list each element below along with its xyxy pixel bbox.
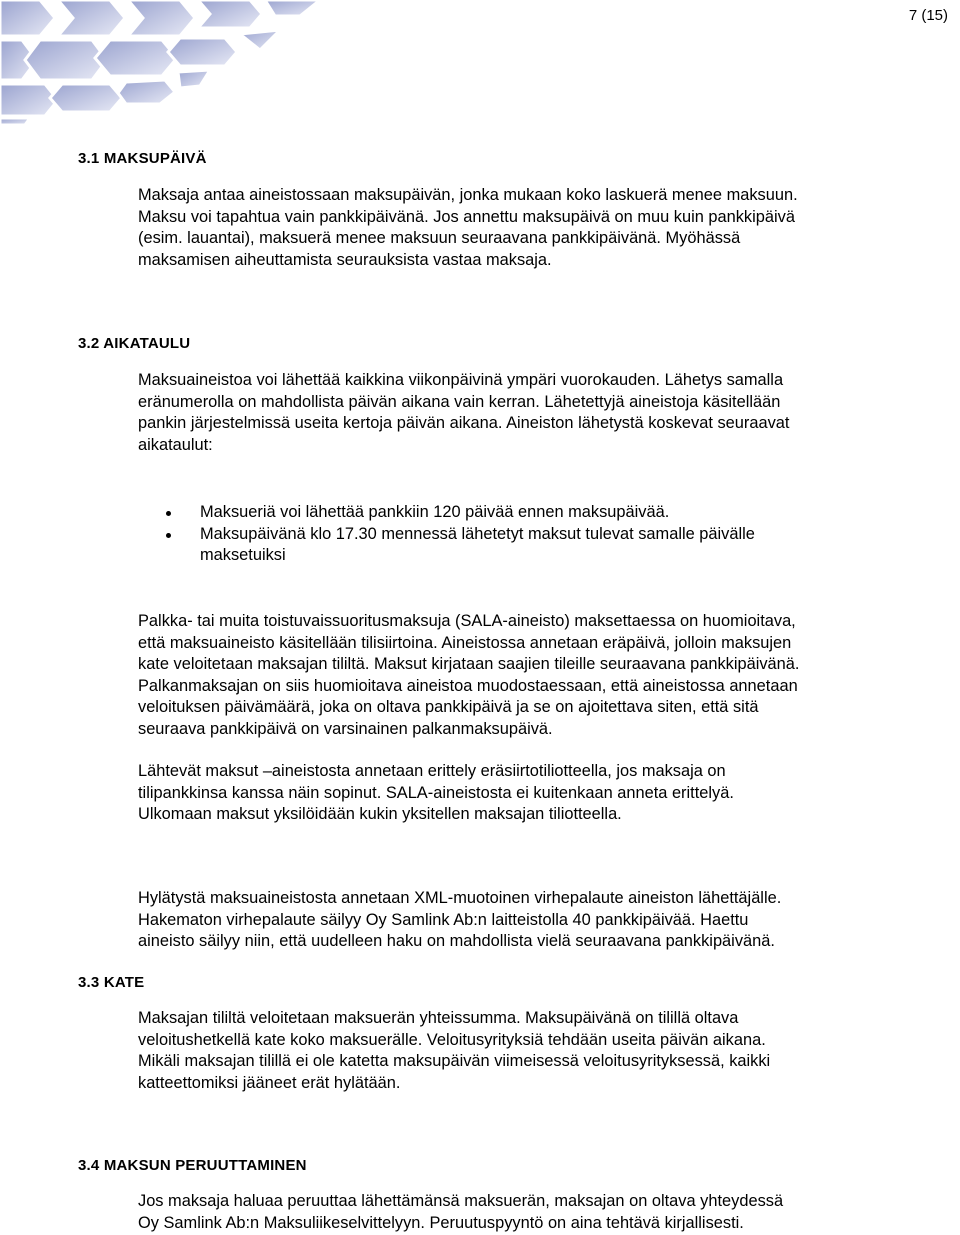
- text-line: eränumerolla on mahdollista päivän aikana vain kerran. Lähetettyjä aineistoja käsitellään: [138, 392, 781, 411]
- section-paragraph-rejected-material: [138, 888, 928, 953]
- text-line: Maksuaineistoa voi lähettää kaikkina viikonpäivinä ympäri vuorokauden. Lähetys samalla: [138, 371, 784, 389]
- list-item: [138, 502, 918, 524]
- text-line: Maksajan tililtä veloitetaan maksuerän yhteissumma. Maksupäivänä on tilillä oltava: [138, 1009, 739, 1027]
- schedule-bullet-list: [138, 502, 918, 567]
- text-line: tilipankkinsa kanssa näin sopinut. SALA-aineistosta ei kuitenkaan anneta erittelyä.: [138, 783, 734, 802]
- text-line: aineisto säilyy niin, että uudelleen haku on mahdollista vielä seuraavana pankkipäivänä.: [138, 932, 775, 950]
- section-heading-maksupaiva: 3.1 MAKSUPÄIVÄ: [78, 150, 207, 167]
- text-line: (esim. lauantai), maksuerä menee maksuun seuraavana pankkipäivänä. Myöhässä: [138, 229, 741, 247]
- text-line: Hakematon virhepalaute säilyy Oy Samlink Ab:n laitteistolla 40 pankkipäivää. Haettu: [138, 910, 749, 929]
- text-line: pankin järjestelmissä useita kertoja päivän aikana. Aineiston lähetystä koskevat seuraavat: [138, 414, 790, 432]
- text-line: Mikäli maksajan tilillä ei ole katetta maksupäivän viimeisessä veloitusyrityksessä, kaikki: [138, 1052, 771, 1070]
- text-line: Oy Samlink Ab:n Maksuliikeselvittelyyn. Peruutuspyyntö on aina tehtävä kirjallisesti.: [138, 1213, 744, 1232]
- text-line: Ulkomaan maksut yksilöidään kukin yksitellen maksajan tiliotteella.: [138, 805, 622, 823]
- hexagon-pattern-logo: [0, 0, 330, 125]
- section-heading-kate: 3.3 KATE: [78, 974, 145, 991]
- page-number: 7 (15): [908, 7, 948, 24]
- list-item-text: Maksueriä voi lähettää pankkiin 120 päivää ennen maksupäivää.: [200, 503, 670, 521]
- section-paragraph-kate: [138, 1008, 928, 1094]
- text-line: Jos maksaja haluaa peruuttaa lähettämänsä maksuerän, maksajan on oltava yhteydessä: [138, 1192, 784, 1210]
- text-line: Palkka- tai muita toistuvaissuoritusmaksuja (SALA-aineisto) maksettaessa on huomioitava,: [138, 612, 796, 630]
- text-line: Lähtevät maksut –aineistosta annetaan erittely eräsiirtotiliotteella, jos maksaja on: [138, 762, 726, 780]
- section-paragraph-maksupaiva: [138, 185, 928, 271]
- text-line: katteettomiksi jääneet erät hylätään.: [138, 1073, 401, 1092]
- section-paragraph-outgoing-payments: [138, 761, 928, 826]
- section-paragraph-sala: [138, 611, 928, 740]
- text-line: maksamisen aiheuttamista seurauksista vastaa maksaja.: [138, 250, 552, 269]
- text-line: aikataulut:: [138, 435, 213, 454]
- list-item-text: maksetuiksi: [200, 546, 286, 564]
- text-line: Hylätystä maksuaineistosta annetaan XML-muotoinen virhepalaute aineiston lähettäjälle.: [138, 889, 782, 907]
- bullet-icon: [166, 511, 171, 516]
- text-line: kate veloitetaan maksajan tililtä. Maksut kirjataan saajien tileille seuraavana pankkipäivänä.: [138, 655, 800, 673]
- section-heading-aikataulu: 3.2 AIKATAULU: [78, 335, 191, 352]
- text-line: Maksu voi tapahtua vain pankkipäivänä. Jos annettu maksupäivä on muu kuin pankkipäivä: [138, 207, 795, 226]
- text-line: veloitushetkellä kate koko maksuerälle. Veloitusyrityksiä tehdään useita päivän aikana.: [138, 1030, 766, 1049]
- section-heading-maksun-peruuttaminen: 3.4 MAKSUN PERUUTTAMINEN: [78, 1157, 307, 1174]
- text-line: Maksaja antaa aineistossaan maksupäivän, jonka mukaan koko laskuerä menee maksuun.: [138, 186, 798, 204]
- text-line: että maksuaineisto käsitellään tilisiirtoina. Aineistossa annetaan eräpäivä, jolloin maksujen: [138, 633, 792, 652]
- list-item: [138, 524, 918, 567]
- text-line: Palkanmaksajan on siis huomioitava aineistoa muodostaessaan, että aineistossa annetaan: [138, 676, 798, 695]
- bullet-icon: [166, 533, 171, 538]
- list-item-text: Maksupäivänä klo 17.30 mennessä lähetetyt maksut tulevat samalle päivälle: [200, 524, 755, 543]
- text-line: veloituksen päivämäärä, joka on oltava pankkipäivä ja se on ajoitettava siten, että sitä: [138, 698, 759, 716]
- section-paragraph-maksun-peruuttaminen: [138, 1191, 928, 1234]
- text-line: seuraava pankkipäivä on varsinainen palkanmaksupäivä.: [138, 719, 553, 738]
- section-paragraph-aikataulu-intro: [138, 370, 928, 456]
